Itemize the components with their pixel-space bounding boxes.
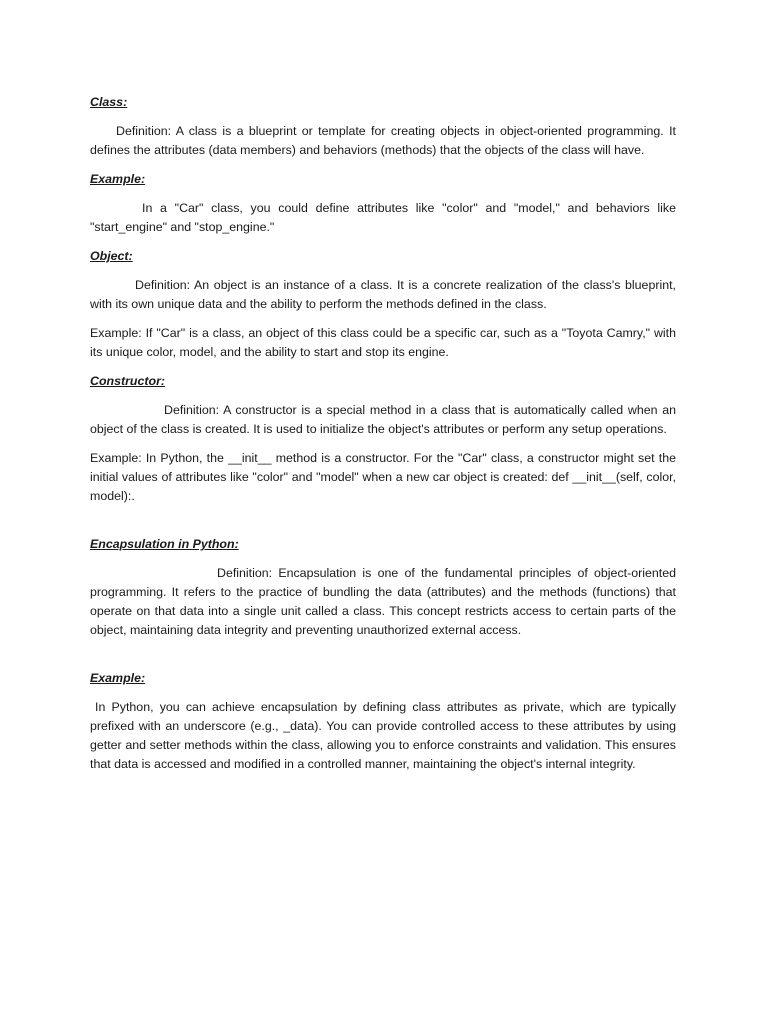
object-heading: Object: [90, 249, 133, 263]
constructor-definition: Definition: A constructor is a special method in a class that is automatically called when an object of the class is created. It is used to initialize the object's attributes or perform any setup operations. [90, 403, 676, 436]
class-example-text: In a "Car" class, you could define attributes like "color" and "model," and behaviors like "start_engine" and "stop_engine." [90, 201, 676, 234]
class-example-heading: Example: [90, 172, 146, 186]
object-example: Example: If "Car" is a class, an object of this class could be a specific car, such as a "Toyota Camry," with its unique color, model, and the ability to start and stop its engine. [90, 326, 676, 359]
constructor-heading: Constructor: [90, 374, 166, 388]
encapsulation-example-heading: Example: [90, 671, 146, 685]
spacer [90, 516, 676, 535]
constructor-example: Example: In Python, the __init__ method is a constructor. For the "Car" class, a constructor might set the initial values of attributes like "color" and "model" when a new car object is created: def __init__(self, color, model):. [90, 451, 676, 503]
object-definition: Definition: An object is an instance of a class. It is a concrete realization of the class's blueprint, with its own unique data and the ability to perform the methods defined in the class. [90, 278, 676, 311]
class-definition: Definition: A class is a blueprint or template for creating objects in object-oriented programming. It defines the attributes (data members) and behaviors (methods) that the objects of the class will have. [90, 124, 676, 157]
encapsulation-definition: Definition: Encapsulation is one of the fundamental principles of object-oriented programming. It refers to the practice of bundling the data (attributes) and the methods (functions) that operate on that data into a single unit called a class. This concept restricts access to certain parts of the object, maintaining data integrity and preventing unauthorized external access. [90, 566, 676, 637]
encapsulation-heading: Encapsulation in Python: [90, 537, 239, 551]
encapsulation-example-text: In Python, you can achieve encapsulation by defining class attributes as private, which are typically prefixed with an underscore (e.g., _data). You can provide controlled access to these attributes by using getter and setter methods within the class, allowing you to enforce constraints and validation. This ensures that data is accessed and modified in a controlled manner, maintaining the object's internal integrity. [90, 700, 676, 771]
document-page [90, 93, 676, 784]
spacer [90, 650, 676, 669]
class-heading: Class: [90, 95, 128, 109]
